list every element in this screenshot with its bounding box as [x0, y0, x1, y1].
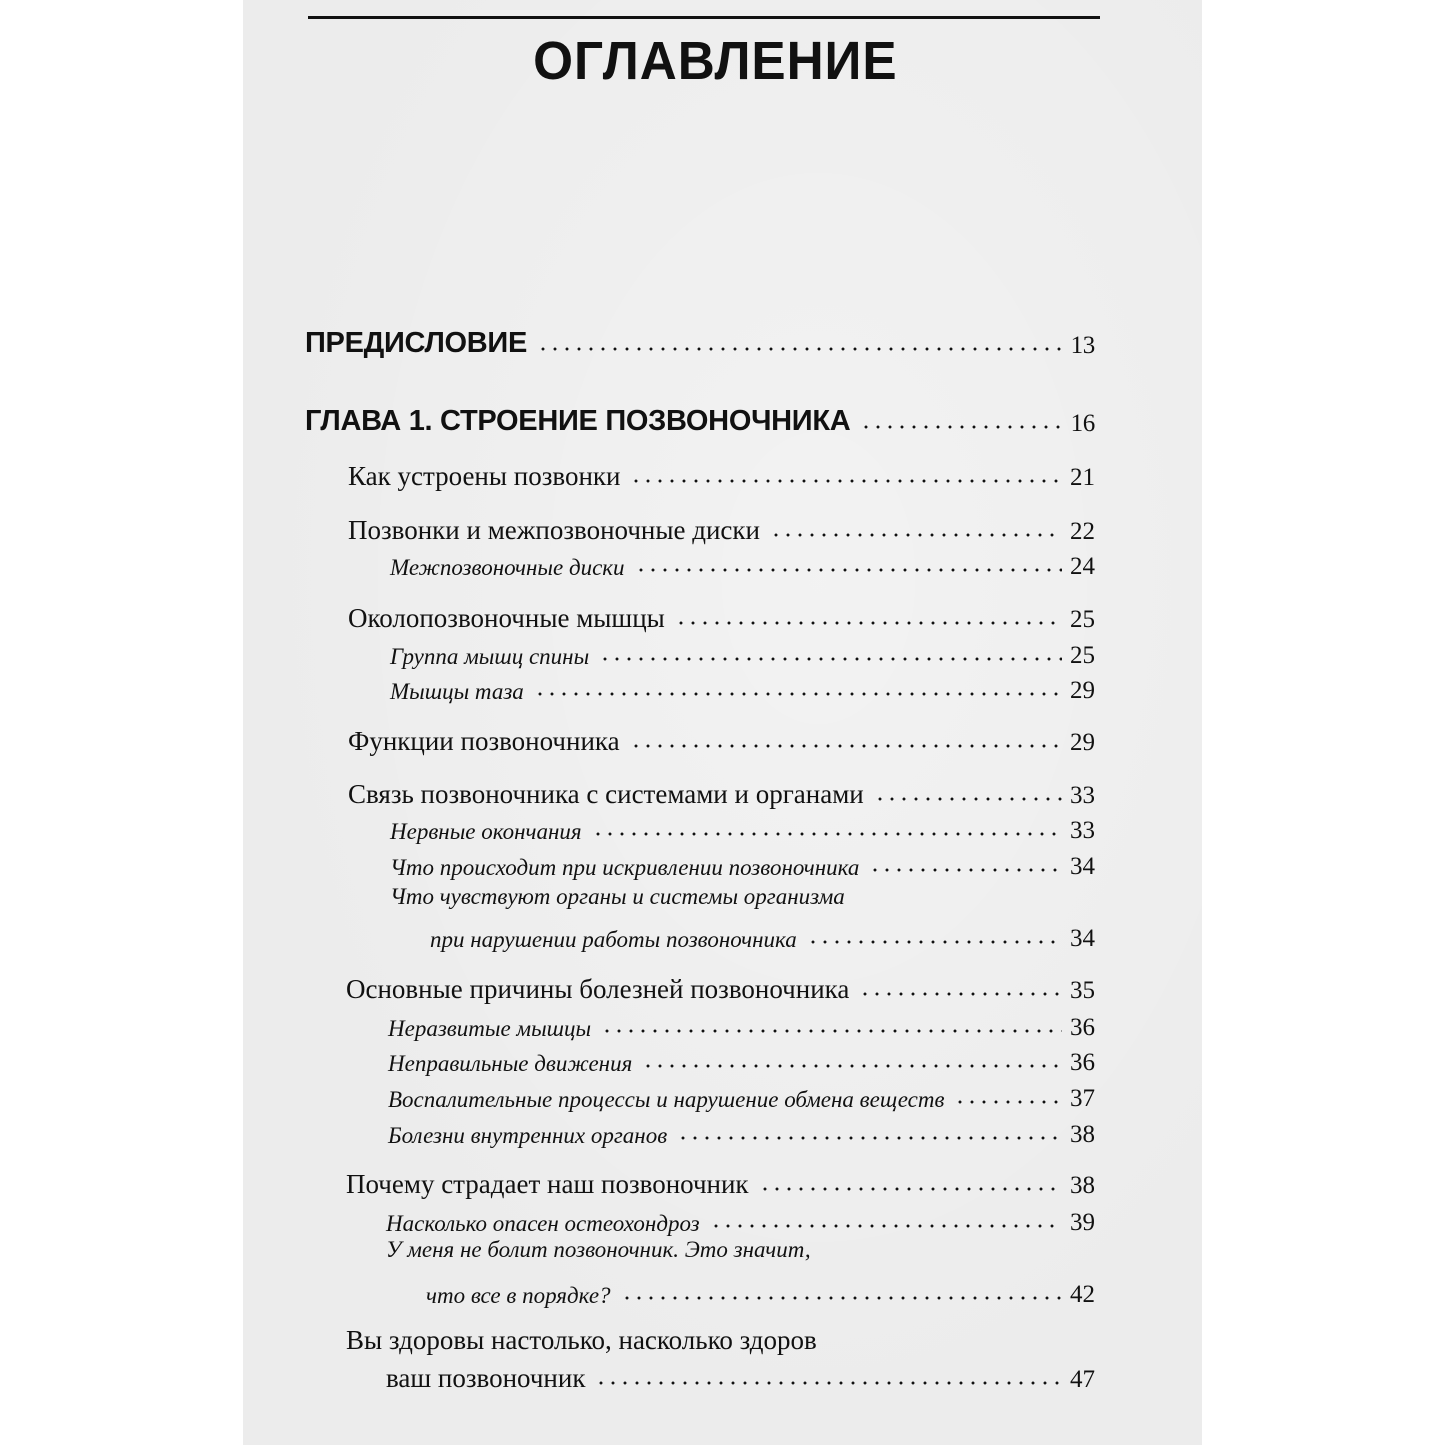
toc-page-number: 38: [1070, 1121, 1095, 1148]
toc-page-number: 25: [1070, 642, 1095, 669]
toc-entry-label: Околопозвоночные мышцы: [348, 603, 665, 633]
toc-page-number: 35: [1070, 977, 1095, 1004]
toc-entry-label: Позвонки и межпозвоночные диски: [348, 515, 760, 545]
toc-entry-label: Насколько опасен остеохондроз: [386, 1211, 700, 1236]
toc-page-number: 25: [1070, 606, 1095, 633]
toc-entry-label: Как устроены позвонки: [348, 461, 621, 491]
toc-page-number: 34: [1070, 853, 1095, 880]
leader-dots: [630, 742, 1062, 750]
leader-dots: [677, 1134, 1062, 1142]
toc-entry-preface[interactable]: [305, 324, 1095, 360]
toc-subentry[interactable]: [426, 1273, 1095, 1309]
toc-subentry[interactable]: [386, 1201, 1095, 1237]
toc-entry-label: Что происходит при искривлении позвоночника: [390, 855, 860, 880]
toc-entry-label: Связь позвоночника с системами и органами: [348, 779, 864, 809]
toc-page-number: 42: [1070, 1281, 1095, 1308]
toc-subentry[interactable]: [388, 1113, 1095, 1149]
toc-page-number: 22: [1070, 518, 1095, 545]
toc-entry[interactable]: [346, 969, 1095, 1005]
toc-entry[interactable]: [348, 510, 1095, 546]
toc-page-number: 36: [1070, 1049, 1095, 1076]
toc-entry-line1: Вы здоровы настолько, насколько здоров: [346, 1325, 817, 1355]
top-rule: [308, 16, 1100, 19]
leader-dots: [859, 990, 1062, 998]
leader-dots: [860, 423, 1062, 431]
page-title: ОГЛАВЛЕНИЕ: [533, 31, 898, 91]
toc-page-number: 38: [1070, 1172, 1095, 1199]
toc-subentry[interactable]: [390, 545, 1095, 581]
leader-dots: [592, 830, 1062, 838]
toc-entry-label: Мышцы таза: [390, 679, 524, 704]
leader-dots: [635, 566, 1062, 574]
toc-entry-label: Группа мышц спины: [390, 644, 590, 669]
toc-entry-label: при нарушении работы позвоночника: [430, 927, 797, 952]
toc-page-number: 47: [1070, 1366, 1095, 1393]
leader-dots: [595, 1379, 1062, 1387]
toc-entry-label: Неправильные движения: [388, 1051, 633, 1076]
toc-entry-label: Почему страдает наш позвоночник: [346, 1169, 749, 1199]
toc-entry-chapter-1[interactable]: [305, 402, 1095, 438]
toc-subentry[interactable]: [390, 634, 1095, 670]
toc-entry-label: Основные причины болезней позвоночника: [346, 974, 850, 1004]
toc-entry-label: Болезни внутренних органов: [388, 1123, 668, 1148]
toc-entry-label: что все в порядке?: [426, 1283, 611, 1308]
toc-subentry[interactable]: [390, 845, 1095, 881]
toc-entry[interactable]: [386, 1358, 1095, 1394]
toc-entry[interactable]: [348, 456, 1095, 492]
toc-entry[interactable]: [348, 721, 1095, 757]
toc-entry-label: Нервные окончания: [390, 819, 582, 844]
toc-entry[interactable]: [348, 774, 1095, 810]
toc-subentry[interactable]: [388, 1006, 1095, 1042]
leader-dots: [621, 1294, 1062, 1302]
leader-dots: [710, 1222, 1062, 1230]
leader-dots: [874, 795, 1062, 803]
toc-page-number: 13: [1070, 332, 1095, 359]
toc-page-number: 36: [1070, 1014, 1095, 1041]
leader-dots: [759, 1185, 1062, 1193]
toc-page-number: 16: [1070, 410, 1095, 437]
leader-dots: [770, 531, 1062, 539]
leader-dots: [534, 690, 1062, 698]
toc-page-number: 37: [1070, 1085, 1095, 1112]
toc-subentry-line1: У меня не болит позвоночник. Это значит,: [386, 1237, 811, 1262]
leader-dots: [807, 938, 1062, 946]
toc-entry-label: Неразвитые мышцы: [388, 1016, 592, 1041]
toc-subentry[interactable]: [430, 917, 1095, 953]
toc-page-number: 29: [1070, 677, 1095, 704]
toc-entry-label: ПРЕДИСЛОВИЕ: [305, 327, 527, 359]
toc-page-number: 33: [1070, 817, 1095, 844]
toc-entry-label: Воспалительные процессы и нарушение обмена веществ: [388, 1087, 945, 1112]
toc-page-number: 33: [1070, 782, 1095, 809]
leader-dots: [630, 477, 1062, 485]
toc-page-number: 24: [1070, 553, 1095, 580]
toc-subentry[interactable]: [388, 1077, 1095, 1113]
toc-page-number: 34: [1070, 925, 1095, 952]
toc-entry[interactable]: [346, 1164, 1095, 1200]
leader-dots: [599, 655, 1062, 663]
toc-page-number: 29: [1070, 729, 1095, 756]
toc-subentry-line1: Что чувствуют органы и системы организма: [390, 884, 845, 909]
toc-entry[interactable]: [348, 598, 1095, 634]
toc-entry-label: Функции позвоночника: [348, 726, 620, 756]
toc-subentry[interactable]: [390, 669, 1095, 705]
toc-entry-label: Межпозвоночные диски: [390, 555, 625, 580]
toc-entry-label: ваш позвоночник: [386, 1363, 586, 1393]
leader-dots: [869, 866, 1062, 874]
leader-dots: [954, 1098, 1062, 1106]
toc-page-number: 39: [1070, 1209, 1095, 1236]
toc-entry-label: ГЛАВА 1. СТРОЕНИЕ ПОЗВОНОЧНИКА: [305, 405, 851, 437]
leader-dots: [537, 345, 1063, 353]
leader-dots: [642, 1062, 1062, 1070]
toc-page-number: 21: [1070, 464, 1095, 491]
leader-dots: [675, 619, 1062, 627]
leader-dots: [601, 1027, 1062, 1035]
toc-subentry[interactable]: [390, 809, 1095, 845]
toc-subentry[interactable]: [388, 1041, 1095, 1077]
